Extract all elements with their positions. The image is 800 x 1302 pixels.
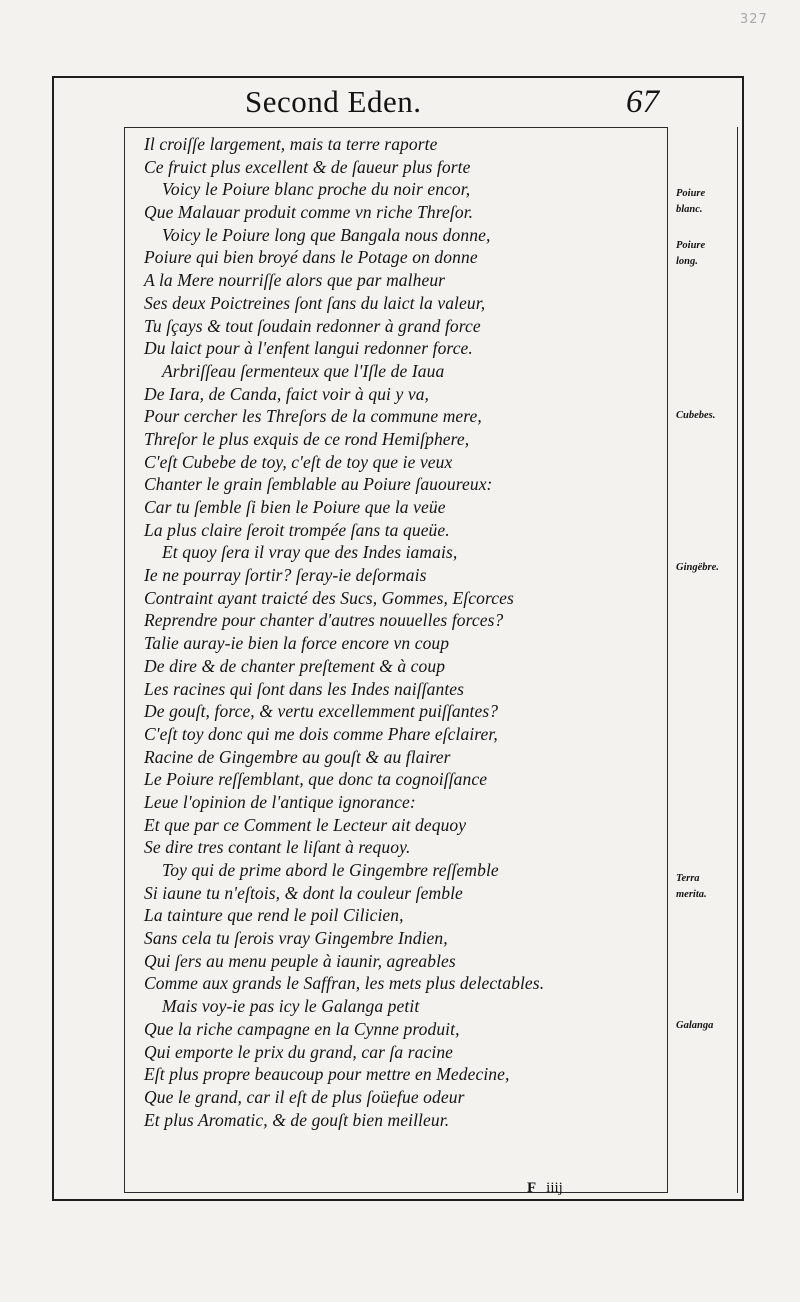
verse-line: Leue l'opinion de l'antique ignorance: — [144, 791, 416, 812]
verse-line: La plus claire ſeroit trompée ſans ta queüe. — [144, 519, 450, 540]
margin-note-cubebes: Cubebes. — [676, 410, 716, 421]
margin-note-galanga: Galanga — [676, 1020, 714, 1031]
verse-line: Que Malauar produit comme vn riche Threſor. — [144, 202, 474, 223]
running-title: Second Eden. — [245, 84, 422, 119]
verse-line: Sans cela tu ſerois vray Gingembre Indien, — [144, 928, 448, 949]
verse-line: Et plus Aromatic, & de gouſt bien meilleur. — [144, 1109, 450, 1130]
verse-line: Du laict pour à l'enfent langui redonner force. — [144, 338, 473, 359]
verse-line: C'eſt toy donc qui me dois comme Phare eſclairer, — [144, 723, 498, 744]
verse-line: Ses deux Poictreines ſont ſans du laict la valeur, — [144, 292, 486, 313]
verse-line: Et quoy ſera il vray que des Indes iamais, — [162, 542, 458, 563]
verse-line: Ce fruict plus excellent & de ſaueur plus forte — [144, 156, 471, 177]
verse-line: C'eſt Cubebe de toy, c'eſt de toy que ie veux — [144, 451, 453, 472]
margin-note-poiure-long: Poiure long. — [676, 240, 706, 267]
signature-mark — [527, 1180, 563, 1197]
verse-line: Toy qui de prime abord le Gingembre reſſemble — [162, 860, 499, 880]
verse-line: De dire & de chanter preſtement & à coup — [144, 655, 446, 676]
verse-line: Le Poiure reſſemblant, que donc ta cognoiſſance — [144, 769, 488, 790]
verse-line: Pour cercher les Threſors de la commune mere, — [144, 406, 482, 427]
signature-numeral: iiij — [546, 1180, 563, 1196]
margin-note-poiure-blanc: Poiure blanc. — [676, 188, 706, 215]
verse-line: Et que par ce Comment le Lecteur ait dequoy — [144, 814, 467, 835]
verse-line: Arbriſſeau ſermenteux que l'Iſle de Iaua — [162, 360, 445, 381]
verse-line: Poiure qui bien broyé dans le Potage on donne — [144, 247, 478, 268]
verse-line: Les racines qui ſont dans les Indes naiſſantes — [144, 678, 465, 699]
verse-line: Comme aux grands le Saffran, les mets plus delectables. — [144, 973, 545, 994]
verse-line: Reprendre pour chanter d'autres nouuelles forces? — [144, 610, 504, 631]
page-number: 67 — [626, 84, 659, 120]
verse-line: Que la riche campagne en la Cynne produit, — [144, 1018, 460, 1039]
verse-line: Voicy le Poiure long que Bangala nous donne, — [162, 224, 491, 245]
verse-line: Si iaune tu n'eſtois, & dont la couleur ſemble — [144, 882, 463, 903]
verse-line: Threſor le plus exquis de ce rond Hemiſphere, — [144, 428, 470, 449]
verse-lines — [144, 133, 544, 1131]
verse-line: Racine de Gingembre au gouſt & au flairer — [144, 746, 451, 767]
margin-note-terra-merita: Terra merita. — [676, 873, 707, 900]
verse-line: A la Mere nourriſſe alors que par malheur — [144, 270, 446, 291]
verse-line: La tainture que rend le poil Cilicien, — [144, 905, 404, 926]
verse-line: Il croiſſe largement, mais ta terre raporte — [144, 134, 438, 154]
verse-line: Voicy le Poiure blanc proche du noir encor, — [162, 179, 471, 200]
verse-line: Qui emporte le prix du grand, car ſa racine — [144, 1041, 454, 1062]
verse-line: Chanter le grain ſemblable au Poiure ſauoureux: — [144, 474, 493, 495]
verse-line: De Iara, de Canda, faict voir à qui y va, — [144, 383, 430, 404]
verse-line: Car tu ſemble ſi bien le Poiure que la veüe — [144, 497, 446, 517]
verse-line: Mais voy-ie pas icy le Galanga petit — [162, 996, 420, 1017]
margin-note-gingembre: Gingëbre. — [676, 562, 719, 573]
verse-line: Qui ſers au menu peuple à iaunir, agreables — [144, 950, 456, 971]
verse-line: Eſt plus propre beaucoup pour mettre en Medecine, — [144, 1064, 510, 1085]
verse-line: Se dire tres contant le liſant à requoy. — [144, 837, 411, 858]
verse-line: Contraint ayant traicté des Sucs, Gommes, Eſcorces — [144, 587, 514, 608]
signature-letter: F — [527, 1180, 537, 1196]
verse-line: De gouſt, force, & vertu excellemment puiſſantes? — [144, 701, 499, 722]
verse-line: Ie ne pourray ſortir? ſeray-ie deſormais — [144, 565, 427, 586]
page-frame-bottom-rule — [52, 1199, 744, 1201]
verse-line: Talie auray-ie bien la force encore vn coup — [144, 633, 450, 654]
verse-line: Que le grand, car il eſt de plus ſoüefue odeur — [144, 1086, 465, 1107]
verse-line: Tu ſçays & tout ſoudain redonner à grand force — [144, 315, 481, 336]
archive-pencil-number: 327 — [740, 12, 768, 27]
